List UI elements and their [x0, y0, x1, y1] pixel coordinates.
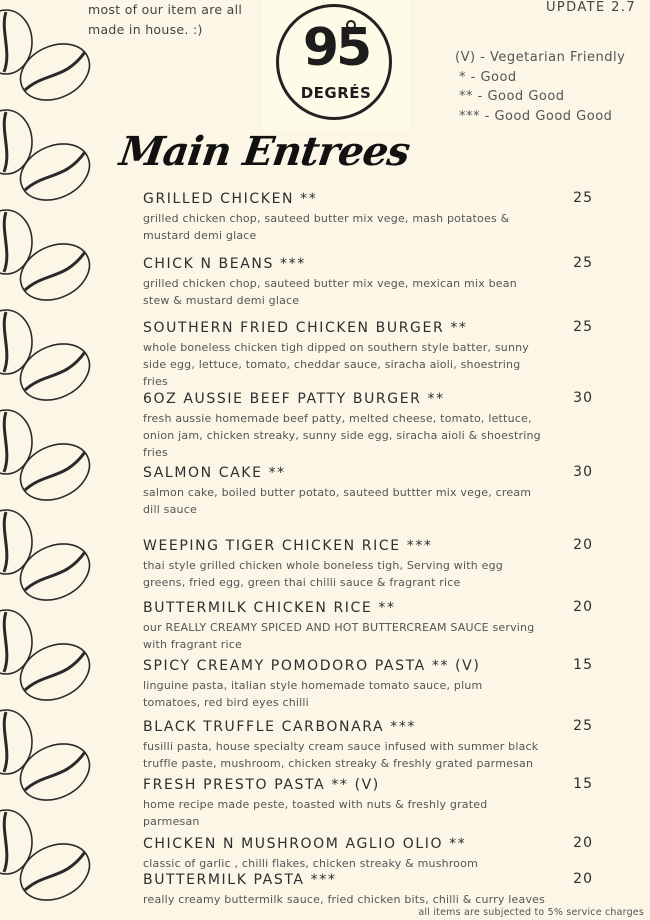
- item-description: classic of garlic , chilli flakes, chicken streaky & mushroom: [143, 857, 479, 870]
- item-name: WEEPING TIGER CHICKEN RICE ***: [143, 538, 433, 554]
- logo-number: 95: [302, 18, 370, 78]
- menu-item: [143, 718, 603, 772]
- item-price: 15: [573, 657, 593, 673]
- intro-note: most of our item are all made in house. :): [88, 2, 243, 37]
- menu-item: [143, 776, 603, 830]
- item-price: 30: [573, 464, 593, 480]
- menu-item: [143, 537, 603, 591]
- item-description: grilled chicken chop, sauteed butter mix vege, mexican mix bean stew & mustard demi glace: [143, 277, 517, 307]
- menu-item: [143, 599, 603, 653]
- menu-item: [143, 657, 603, 711]
- item-name: GRILLED CHICKEN **: [143, 191, 318, 207]
- item-name: 6OZ AUSSIE BEEF PATTY BURGER **: [143, 391, 445, 407]
- menu-item: [143, 464, 603, 518]
- section-title: Main Entrees: [116, 128, 413, 175]
- restaurant-logo: [262, 0, 410, 130]
- coffee-bean-border: [0, 0, 95, 920]
- item-name: FRESH PRESTO PASTA ** (V): [143, 777, 380, 793]
- item-name: SPICY CREAMY POMODORO PASTA ** (V): [143, 658, 481, 674]
- item-description: our REALLY CREAMY SPICED AND HOT BUTTERCREAM SAUCE serving with fragrant rice: [143, 621, 535, 651]
- item-name: SOUTHERN FRIED CHICKEN BURGER **: [143, 320, 468, 336]
- item-description: fresh aussie homemade beef patty, melted cheese, tomato, lettuce, onion jam, chicken streaky, sunny side egg, siracha aioli & shoestring fries: [143, 412, 541, 459]
- item-price: 20: [573, 599, 593, 615]
- item-description: fusilli pasta, house specialty cream sauce infused with summer black truffle paste, mushroom, chicken streaky & freshly grated parmesan: [143, 740, 539, 770]
- update-version: UPDATE 2.7: [546, 0, 636, 15]
- item-description: home recipe made peste, toasted with nuts & freshly grated parmesan: [143, 798, 488, 828]
- item-name: BUTTERMILK PASTA ***: [143, 872, 337, 888]
- item-price: 15: [573, 776, 593, 792]
- menu-item: [143, 255, 603, 309]
- logo-word: DEGRÉS: [300, 84, 372, 102]
- menu-item: [143, 871, 603, 908]
- rating-legend: [455, 48, 645, 126]
- legend-item: * - Good: [459, 69, 517, 85]
- item-description: thai style grilled chicken whole boneless tigh, Serving with egg greens, fried egg, green thai chilli sauce & fragrant rice: [143, 559, 503, 589]
- menu-item: [143, 390, 603, 461]
- legend-item: (V) - Vegetarian Friendly: [455, 50, 626, 65]
- item-name: BUTTERMILK CHICKEN RICE **: [143, 600, 396, 616]
- item-description: really creamy buttermilk sauce, fried chicken bits, chilli & curry leaves: [143, 893, 546, 906]
- item-name: SALMON CAKE **: [143, 465, 286, 481]
- service-charge-note: all items are subjected to 5% service charges: [418, 907, 644, 918]
- item-description: grilled chicken chop, sauteed butter mix vege, mash potatoes & mustard demi glace: [143, 212, 510, 242]
- item-description: whole boneless chicken tigh dipped on southern style batter, sunny side egg, lettuce, tomato, cheddar sauce, siracha aioli, shoestring fries: [143, 341, 530, 388]
- item-name: CHICKEN N MUSHROOM AGLIO OLIO **: [143, 836, 467, 852]
- item-description: salmon cake, boiled butter potato, sauteed buttter mix vege, cream dill sauce: [143, 486, 532, 516]
- item-description: linguine pasta, italian style homemade tomato sauce, plum tomatoes, red bird eyes chilli: [143, 679, 483, 709]
- degree-icon: [346, 20, 356, 30]
- item-name: CHICK N BEANS ***: [143, 256, 306, 272]
- item-price: 25: [573, 718, 593, 734]
- legend-item: ** - Good Good: [459, 89, 565, 104]
- item-price: 30: [573, 390, 593, 406]
- item-price: 20: [573, 537, 593, 553]
- legend-item: *** - Good Good Good: [459, 108, 613, 124]
- menu-item: [143, 835, 603, 872]
- item-price: 20: [573, 835, 593, 851]
- item-price: 25: [573, 319, 593, 335]
- item-price: 25: [573, 255, 593, 271]
- item-name: BLACK TRUFFLE CARBONARA ***: [143, 719, 417, 735]
- coffee-bean-pattern: [0, 0, 95, 920]
- menu-item: [143, 190, 603, 244]
- item-price: 20: [573, 871, 593, 887]
- item-price: 25: [573, 190, 593, 206]
- menu-item: [143, 319, 603, 390]
